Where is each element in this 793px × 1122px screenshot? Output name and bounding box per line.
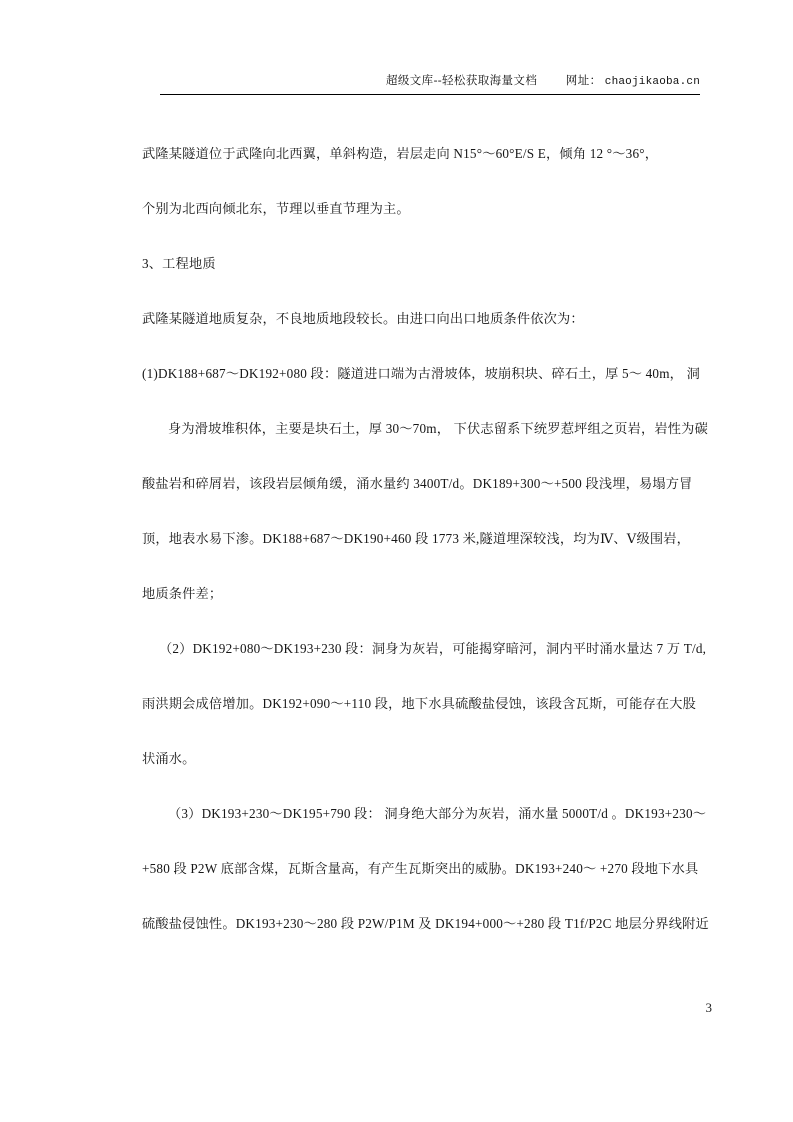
document-body — [142, 126, 708, 951]
text-line: （2）DK192+080～DK193+230 段：洞身为灰岩，可能揭穿暗河，洞内平时涌水量达 7 万 T/d, — [159, 641, 707, 656]
text-line: 雨洪期会成倍增加。DK192+090～+110 段，地下水具硫酸盐侵蚀，该段含瓦斯，可能存在大股 — [142, 696, 697, 711]
text-line: 个别为北西向倾北东，节理以垂直节理为主。 — [142, 201, 410, 216]
paragraph-geology-overview — [142, 291, 708, 346]
text-line: (1)DK188+687～DK192+080 段：隧道进口端为古滑坡体，坡崩积块、碎石土，厚 5～ 40m， 洞 — [142, 366, 700, 381]
section-heading: 3、工程地质 — [142, 256, 216, 271]
text-line: 身为滑坡堆积体，主要是块石土，厚 30～70m， 下伏志留系下统罗惹坪组之页岩，岩性为碳 — [168, 421, 708, 436]
text-line: 武隆某隧道地质复杂，不良地质地段较长。由进口向出口地质条件依次为： — [142, 311, 584, 326]
paragraph-intro-geology — [142, 126, 708, 236]
text-line: 武隆某隧道位于武隆向北西翼，单斜构造，岩层走向 N15°～60°E/S E，倾角 12 °～36°， — [142, 146, 659, 161]
header-text-line — [160, 72, 700, 88]
text-line: 状涌水。 — [142, 751, 196, 766]
text-line: 地质条件差； — [142, 586, 223, 601]
paragraph-section-heading-3 — [142, 236, 708, 291]
header-url-label: 网址： — [565, 75, 602, 87]
text-line: 硫酸盐侵蚀性。DK193+230～280 段 P2W/P1M 及 DK194+000～+280 段 T1f/P2C 地层分界线附近 — [142, 916, 709, 931]
text-line: 酸盐岩和碎屑岩，该段岩层倾角缓，涌水量约 3400T/d。DK189+300～+500 段浅埋，易塌方冒 — [142, 476, 693, 491]
page-header — [0, 72, 793, 106]
header-url: chaojikaoba.cn — [604, 76, 700, 88]
header-site-name: 超级文库--轻松获取海量文档 — [385, 75, 538, 87]
paragraph-item-1 — [142, 346, 708, 621]
text-line: 顶，地表水易下渗。DK188+687～DK190+460 段 1773 米,隧道埋深较浅，均为Ⅳ、Ⅴ级围岩， — [142, 531, 691, 546]
text-line: （3）DK193+230～DK195+790 段： 洞身绝大部分为灰岩，涌水量 5000T/d 。DK193+230～ — [168, 806, 707, 821]
text-line: +580 段 P2W 底部含煤，瓦斯含量高，有产生瓦斯突出的威胁。DK193+240～ +270 段地下水具 — [142, 861, 699, 876]
header-divider-rule — [160, 94, 700, 95]
paragraph-item-2 — [142, 621, 708, 786]
page-number: 3 — [705, 1000, 712, 1015]
paragraph-item-3 — [142, 786, 708, 951]
